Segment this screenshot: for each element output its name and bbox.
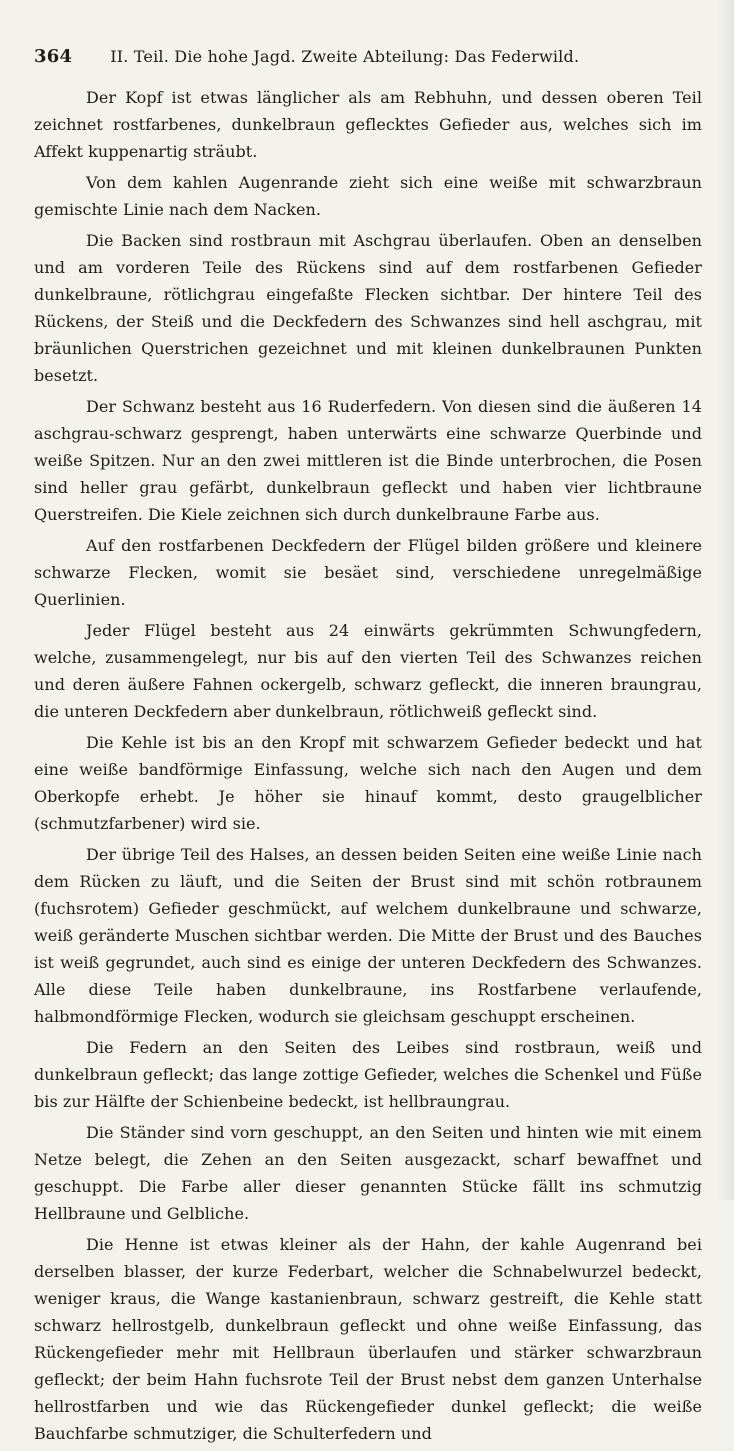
paragraph-throat: Die Kehle ist bis an den Kropf mit schwarzem Gefieder bedeckt und hat eine weiße bandförmige Einfassung, welche sich nach den Augen und dem Oberkopfe erhebt. Je höher sie hinauf kommt, desto graugelblicher (schmutzfarbener) wird sie. — [34, 733, 702, 833]
paragraph-neck-breast: Der übrige Teil des Halses, an dessen beiden Seiten eine weiße Linie nach dem Rücken zu läuft, und die Seiten der Brust sind mit schön rotbraunem (fuchsrotem) Gefieder geschmückt, auf welchem dunkelbraune und schwarze, weiß geränderte Muschen sichtbar werden. Die Mitte der Brust und des Bauches ist weiß gegrundet, auch sind es einige der unteren Deckfedern des Schwanzes. Alle diese Teile haben dunkelbraune, ins Rostfarbene verlaufende, halbmondförmige Flecken, wodurch sie gleichsam geschuppt erscheinen. — [34, 845, 702, 1026]
paragraph-tail: Der Schwanz besteht aus 16 Ruderfedern. Von diesen sind die äußeren 14 aschgrau-schwarz gesprengt, haben unterwärts eine schwarze Querbinde und weiße Spitzen. Nur an den zwei mittleren ist die Binde unterbrochen, die Posen sind heller grau gefärbt, dunkelbraun gefleckt und haben vier lichtbraune Querstreifen. Die Kiele zeichnen sich durch dunkelbraune Farbe aus. — [34, 397, 702, 524]
running-title: II. Teil. Die hohe Jagd. Zweite Abteilung: Das Federwild. — [110, 47, 580, 66]
paragraph-hen: Die Henne ist etwas kleiner als der Hahn, der kahle Augenrand bei derselben blasser, der kurze Federbart, welcher die Schnabelwurzel bedeckt, weniger kraus, die Wange kastanienbraun, schwarz gestreift, die Kehle statt schwarz hellrostgelb, dunkelbraun gefleckt und ohne weiße Einfassung, das Rückengefieder mehr mit Hellbraun überlaufen und stärker schwarzbraun gefleckt; der beim Hahn fuchsrote Teil der Brust nebst dem ganzen Unterhalse hellrostfarben und wie das Rückengefieder dunkel gefleckt; die weiße Bauchfarbe schmutziger, die Schulterfedern und — [34, 1235, 702, 1443]
page-number: 364 — [34, 46, 73, 67]
paragraph-wing-feathers: Jeder Flügel besteht aus 24 einwärts gekrümmten Schwungfedern, welche, zusammengelegt, nur bis auf den vierten Teil des Schwanzes reichen und deren äußere Fahnen ockergelb, schwarz gefleckt, die inneren braungrau, die unteren Deckfedern aber dunkelbraun, rötlichweiß gefleckt sind. — [34, 621, 702, 721]
paragraph-flanks: Die Federn an den Seiten des Leibes sind rostbraun, weiß und dunkelbraun gefleckt; das lange zottige Gefieder, welches die Schenkel und Füße bis zur Hälfte der Schienbeine bedeckt, ist hellbraungrau. — [34, 1038, 702, 1111]
paragraph-eye-line: Von dem kahlen Augenrande zieht sich eine weiße mit schwarzbraun gemischte Linie nach dem Nacken. — [34, 173, 702, 219]
body-text — [34, 84, 702, 1451]
paragraph-wing-coverts: Auf den rostfarbenen Deckfedern der Flügel bilden größere und kleinere schwarze Flecken, womit sie besäet sind, verschiedene unregelmäßige Querlinien. — [34, 536, 702, 609]
page-edge-shadow — [716, 0, 734, 1200]
paragraph-head: Der Kopf ist etwas länglicher als am Rebhuhn, und dessen oberen Teil zeichnet rostfarbenes, dunkelbraun geflecktes Gefieder aus, welches sich im Affekt kuppenartig sträubt. — [34, 88, 702, 161]
page-header — [34, 46, 694, 76]
paragraph-cheeks-back: Die Backen sind rostbraun mit Aschgrau überlaufen. Oben an denselben und am vorderen Teile des Rückens sind auf dem rostfarbenen Gefieder dunkelbraune, rötlichgrau eingefaßte Flecken sichtbar. Der hintere Teil des Rückens, der Steiß und die Deckfedern des Schwanzes sind hell aschgrau, mit bräunlichen Querstrichen gezeichnet und mit kleinen dunkelbraunen Punkten besetzt. — [34, 231, 702, 385]
paragraph-legs: Die Ständer sind vorn geschuppt, an den Seiten und hinten wie mit einem Netze belegt, die Zehen an den Seiten ausgezackt, scharf bewaffnet und geschuppt. Die Farbe aller dieser genannten Stücke fällt ins schmutzig Hellbraune und Gelbliche. — [34, 1123, 702, 1223]
